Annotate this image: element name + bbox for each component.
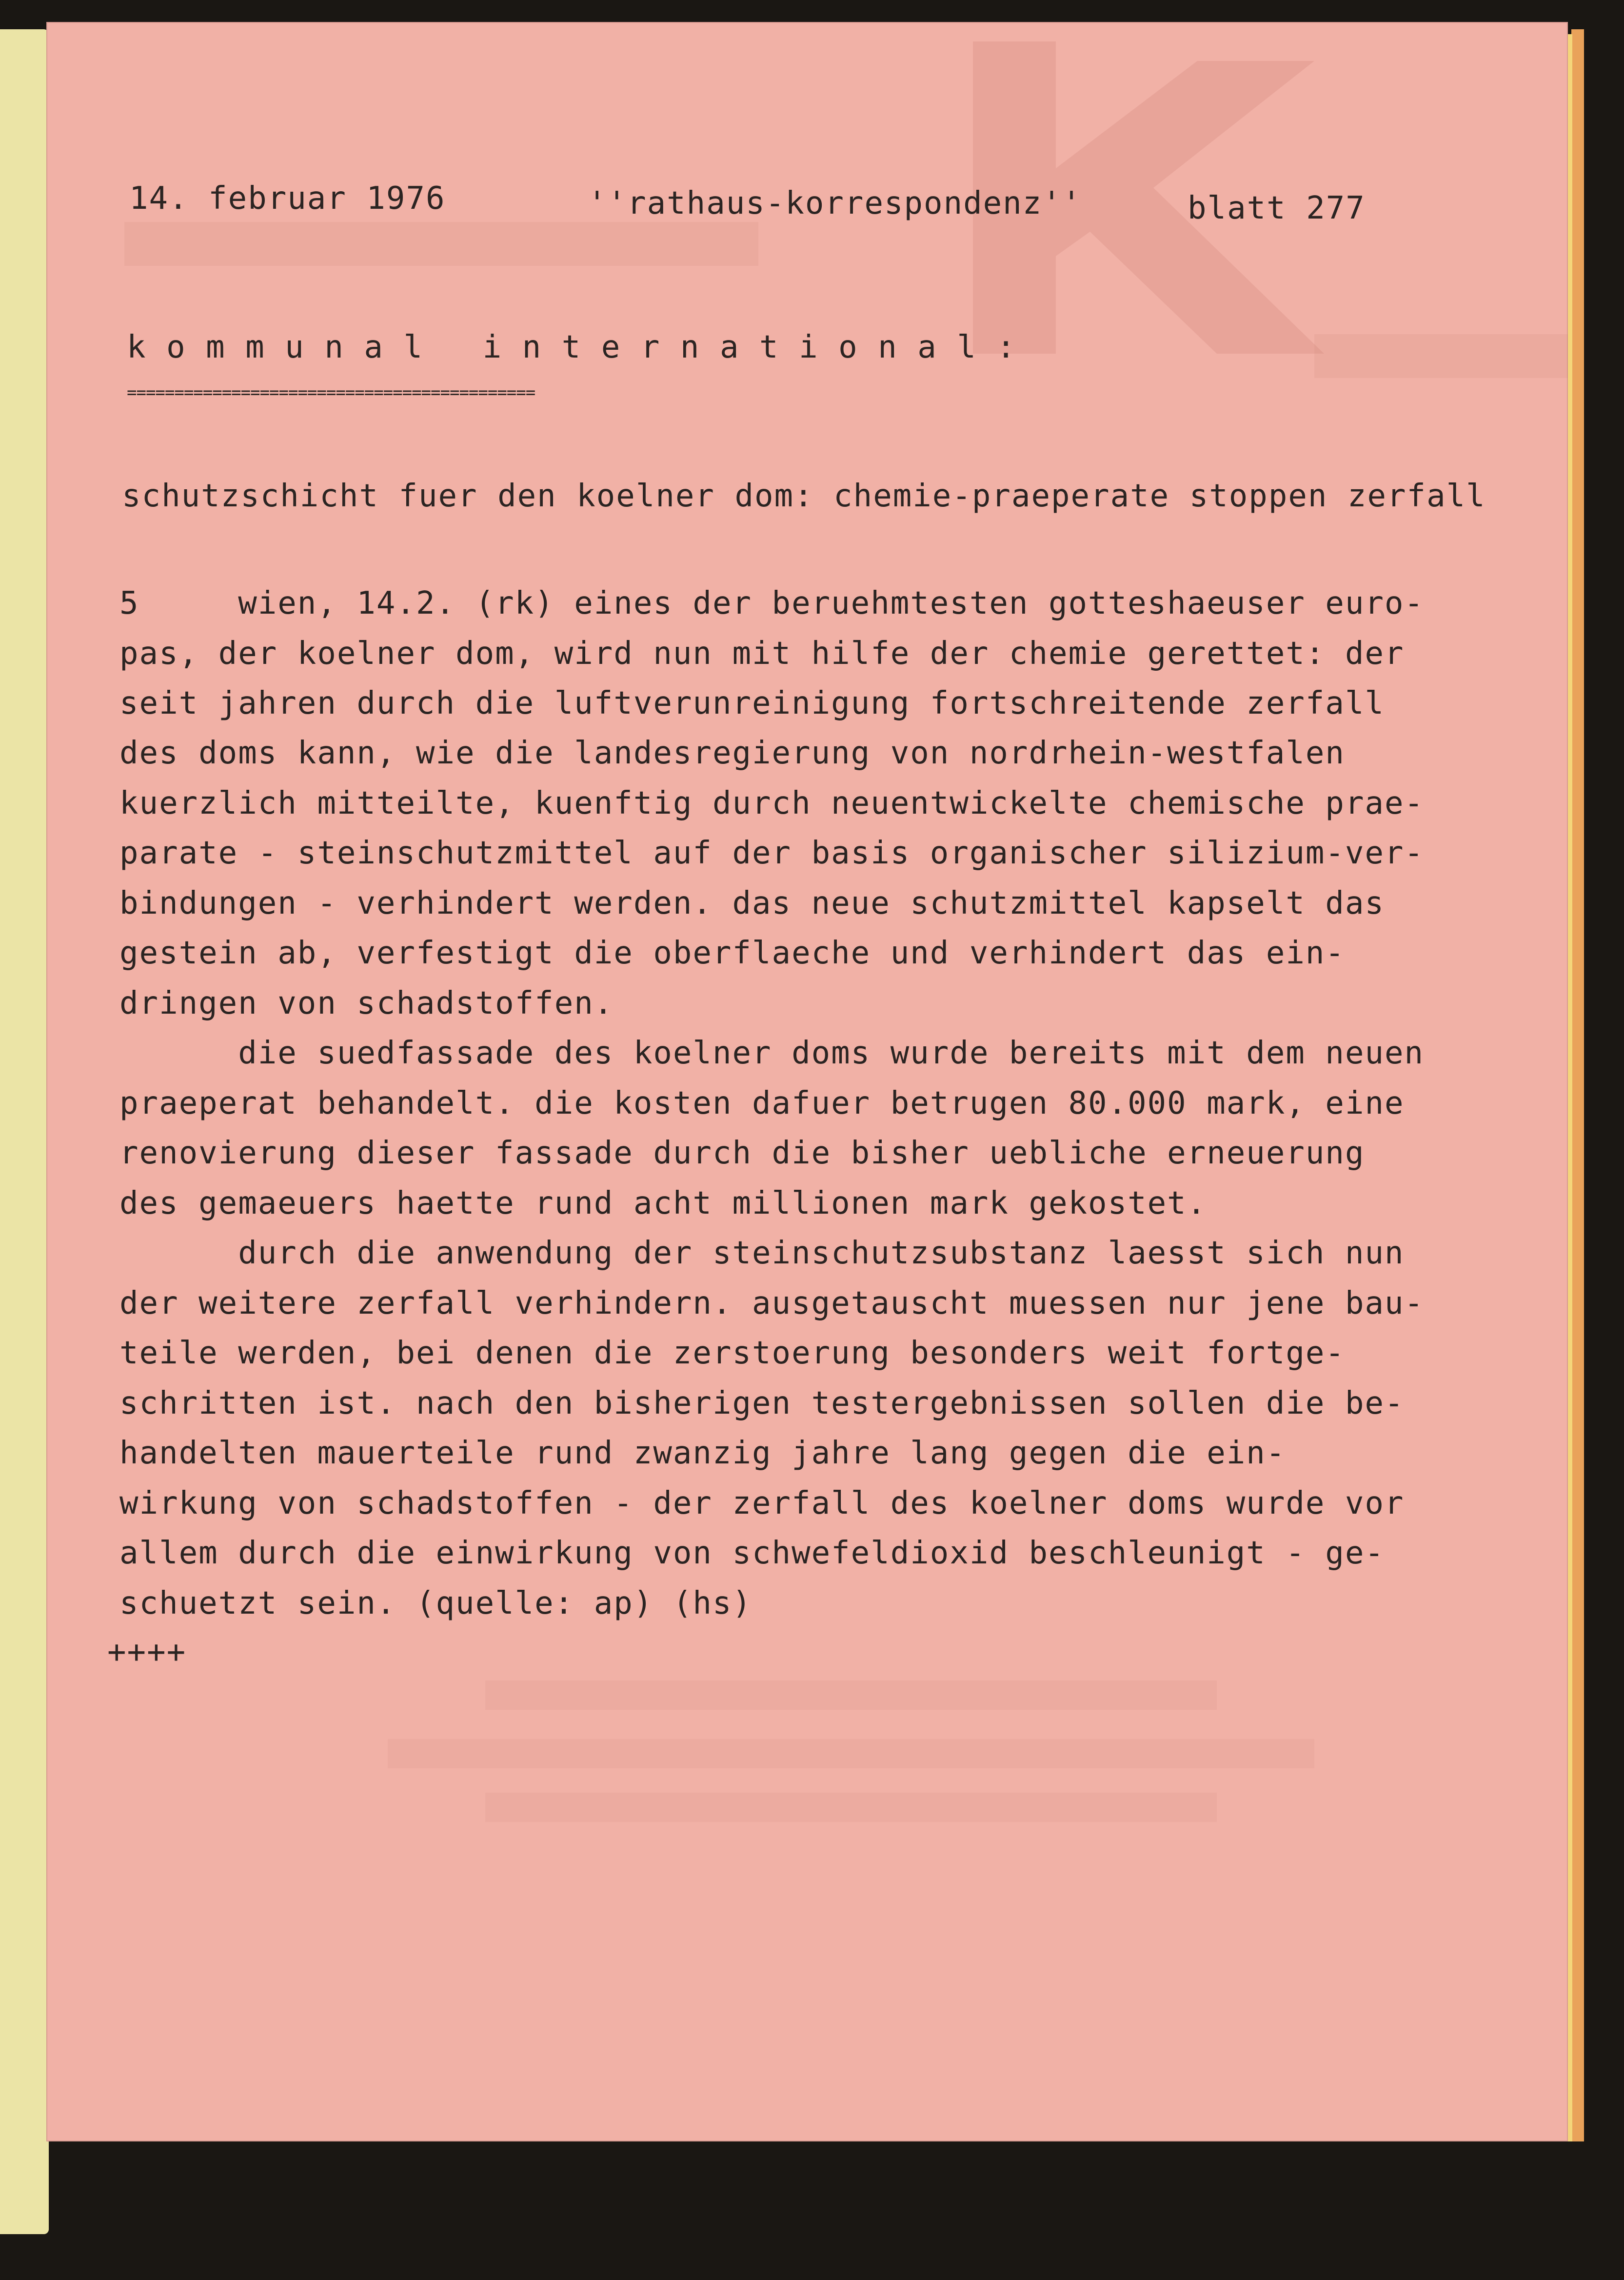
end-mark: ++++ [107, 1634, 187, 1670]
body-line: des doms kann, wie die landesregierung von nordrhein-westfalen [119, 735, 1345, 771]
article-headline: schutzschicht fuer den koelner dom: chemie-praeperate stoppen zerfall [122, 478, 1486, 514]
show-through-band-1 [124, 222, 758, 266]
body-line: handelten mauerteile rund zwanzig jahre lang gegen die ein- [119, 1435, 1286, 1471]
header-publication: ''rathaus-korrespondenz'' [588, 185, 1082, 221]
header-sheet-number: blatt 277 [1188, 190, 1366, 226]
body-line: teile werden, bei denen die zerstoerung besonders weit fortge- [119, 1335, 1345, 1371]
body-line: bindungen - verhindert werden. das neue schutzmittel kapselt das [119, 885, 1385, 921]
body-line: 5 wien, 14.2. (rk) eines der beruehmtesten gotteshaeuser euro- [119, 585, 1425, 621]
body-line: des gemaeuers haette rund acht millionen mark gekostet. [119, 1185, 1207, 1221]
body-line: dringen von schadstoffen. [119, 985, 614, 1021]
show-through-band-4 [388, 1739, 1314, 1768]
body-line: schritten ist. nach den bisherigen testergebnissen sollen die be- [119, 1385, 1405, 1421]
body-line: die suedfassade des koelner doms wurde bereits mit dem neuen [119, 1035, 1425, 1071]
body-line: seit jahren durch die luftverunreinigung fortschreitende zerfall [119, 685, 1385, 721]
body-line: pas, der koelner dom, wird nun mit hilfe der chemie gerettet: der [119, 636, 1405, 672]
body-line: renovierung dieser fassade durch die bisher uebliche erneuerung [119, 1135, 1365, 1171]
adjacent-page-edge [0, 29, 49, 2234]
body-line: schuetzt sein. (quelle: ap) (hs) [119, 1585, 752, 1621]
header-date: 14. februar 1976 [129, 180, 446, 217]
body-line: durch die anwendung der steinschutzsubstanz laesst sich nun [119, 1235, 1405, 1271]
body-line: gestein ab, verfestigt die oberflaeche und verhindert das ein- [119, 935, 1345, 971]
body-line: parate - steinschutzmittel auf der basis organischer silizium-ver- [119, 835, 1425, 871]
show-through-band-5 [485, 1793, 1217, 1822]
body-line: allem durch die einwirkung von schwefeldioxid beschleunigt - ge- [119, 1535, 1385, 1571]
body-line: der weitere zerfall verhindern. ausgetauscht muessen nur jene bau- [119, 1285, 1425, 1321]
document-page [46, 22, 1568, 2141]
section-title: k o m m u n a l i n t e r n a t i o n a l : [127, 329, 1016, 365]
body-line: kuerzlich mitteilte, kuenftig durch neuentwickelte chemische prae- [119, 785, 1425, 821]
page-stack-edge [1571, 29, 1584, 2141]
show-through-band-3 [485, 1680, 1217, 1710]
section-underline: =========================================== [127, 383, 535, 402]
body-line: praeperat behandelt. die kosten dafuer betrugen 80.000 mark, eine [119, 1085, 1405, 1121]
body-line: wirkung von schadstoffen - der zerfall des koelner doms wurde vor [119, 1485, 1405, 1521]
show-through-band-2 [1314, 334, 1568, 378]
